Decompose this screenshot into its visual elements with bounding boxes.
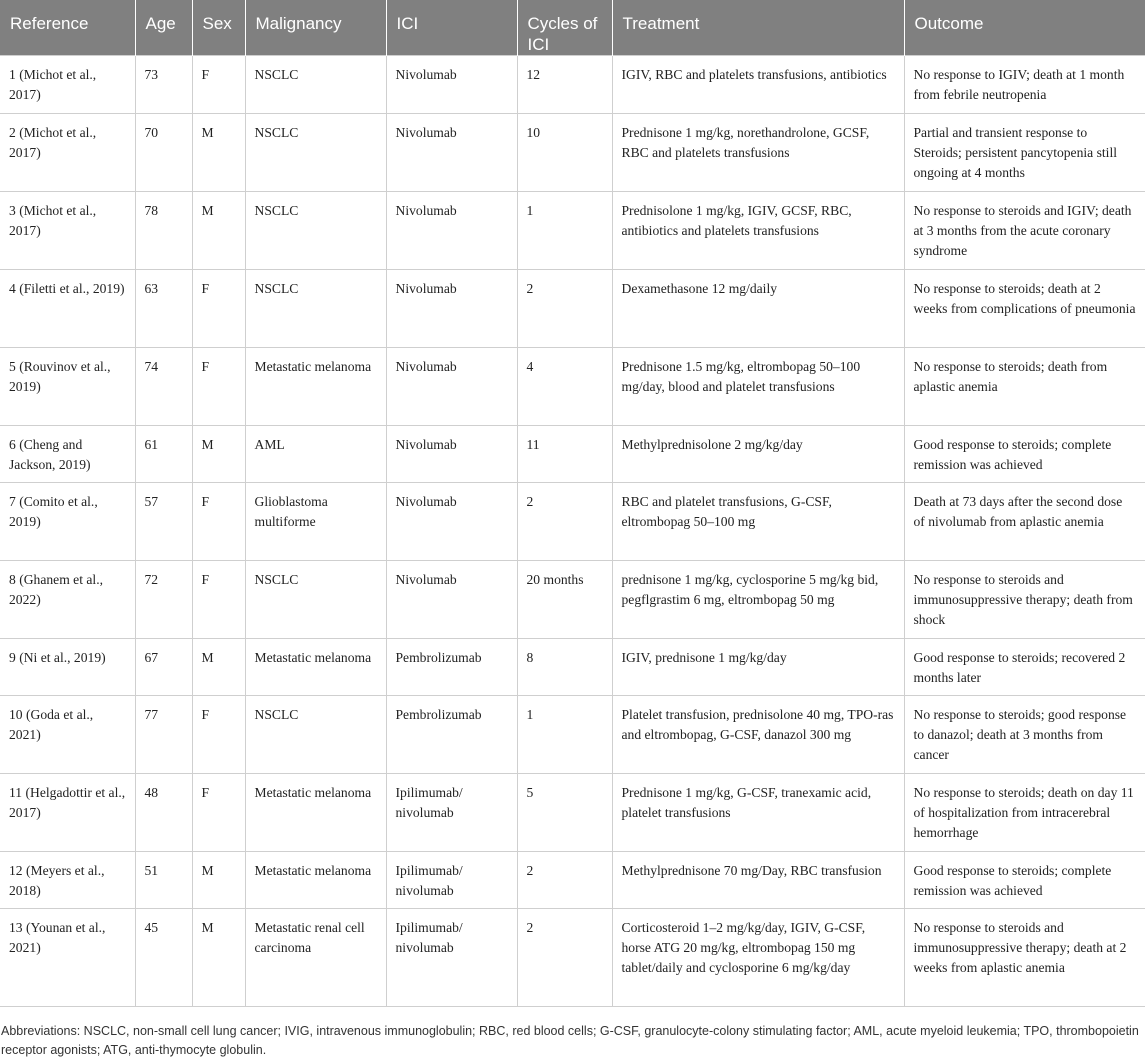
cell-outcome: Good response to steroids; complete remission was achieved xyxy=(904,426,1145,483)
cell-age: 72 xyxy=(135,561,192,639)
cell-treatment: Corticosteroid 1–2 mg/kg/day, IGIV, G-CSF, horse ATG 20 mg/kg, eltrombopag 150 mg tablet/daily and cyclosporine 6 mg/kg/day xyxy=(612,909,904,1007)
cell-treatment: IGIV, prednisone 1 mg/kg/day xyxy=(612,639,904,696)
cell-ici: Pembrolizumab xyxy=(386,639,517,696)
cell-reference: 9 (Ni et al., 2019) xyxy=(0,639,135,696)
header-outcome: Outcome xyxy=(904,0,1145,56)
cell-sex: M xyxy=(192,192,245,270)
cell-reference: 7 (Comito et al., 2019) xyxy=(0,483,135,561)
cell-outcome: No response to steroids and IGIV; death at 3 months from the acute coronary syndrome xyxy=(904,192,1145,270)
cell-malignancy: Glioblastoma multiforme xyxy=(245,483,386,561)
cell-malignancy: NSCLC xyxy=(245,56,386,114)
cell-outcome: No response to steroids; good response to danazol; death at 3 months from cancer xyxy=(904,696,1145,774)
header-age: Age xyxy=(135,0,192,56)
cell-outcome: Death at 73 days after the second dose of nivolumab from aplastic anemia xyxy=(904,483,1145,561)
cell-malignancy: Metastatic renal cell carcinoma xyxy=(245,909,386,1007)
cell-outcome: Good response to steroids; recovered 2 months later xyxy=(904,639,1145,696)
table-row xyxy=(0,696,1145,774)
cell-malignancy: NSCLC xyxy=(245,192,386,270)
cell-treatment: Prednisolone 1 mg/kg, IGIV, GCSF, RBC, antibiotics and platelets transfusions xyxy=(612,192,904,270)
cell-malignancy: Metastatic melanoma xyxy=(245,348,386,426)
cell-cycles: 4 xyxy=(517,348,612,426)
header-sex: Sex xyxy=(192,0,245,56)
cell-age: 67 xyxy=(135,639,192,696)
cell-sex: F xyxy=(192,696,245,774)
cell-cycles: 2 xyxy=(517,909,612,1007)
cell-sex: M xyxy=(192,909,245,1007)
cell-reference: 8 (Ghanem et al., 2022) xyxy=(0,561,135,639)
cell-ici: Nivolumab xyxy=(386,192,517,270)
cell-ici: Ipilimumab/ nivolumab xyxy=(386,774,517,852)
table-row xyxy=(0,483,1145,561)
cell-ici: Nivolumab xyxy=(386,348,517,426)
cell-ici: Nivolumab xyxy=(386,114,517,192)
cell-reference: 1 (Michot et al., 2017) xyxy=(0,56,135,114)
cell-malignancy: NSCLC xyxy=(245,270,386,348)
table-row xyxy=(0,561,1145,639)
cell-malignancy: Metastatic melanoma xyxy=(245,774,386,852)
cell-age: 70 xyxy=(135,114,192,192)
cell-age: 61 xyxy=(135,426,192,483)
table-row xyxy=(0,909,1145,1007)
table-row xyxy=(0,192,1145,270)
cell-treatment: Prednisone 1.5 mg/kg, eltrombopag 50–100 mg/day, blood and platelet transfusions xyxy=(612,348,904,426)
cell-ici: Nivolumab xyxy=(386,426,517,483)
cell-age: 45 xyxy=(135,909,192,1007)
cell-cycles: 8 xyxy=(517,639,612,696)
cell-sex: F xyxy=(192,483,245,561)
header-malignancy: Malignancy xyxy=(245,0,386,56)
cell-malignancy: NSCLC xyxy=(245,696,386,774)
cell-malignancy: Metastatic melanoma xyxy=(245,639,386,696)
cell-reference: 4 (Filetti et al., 2019) xyxy=(0,270,135,348)
cell-treatment: Platelet transfusion, prednisolone 40 mg, TPO-ras and eltrombopag, G-CSF, danazol 300 mg xyxy=(612,696,904,774)
cell-outcome: No response to steroids and immunosuppressive therapy; death from shock xyxy=(904,561,1145,639)
cell-age: 57 xyxy=(135,483,192,561)
cell-treatment: Prednisone 1 mg/kg, G-CSF, tranexamic acid, platelet transfusions xyxy=(612,774,904,852)
cell-age: 63 xyxy=(135,270,192,348)
cell-treatment: Methylprednisolone 2 mg/kg/day xyxy=(612,426,904,483)
header-row xyxy=(0,0,1145,56)
header-cycles: Cycles of ICI xyxy=(517,0,612,56)
cell-cycles: 2 xyxy=(517,270,612,348)
cell-treatment: RBC and platelet transfusions, G-CSF, eltrombopag 50–100 mg xyxy=(612,483,904,561)
cell-ici: Nivolumab xyxy=(386,561,517,639)
table-row xyxy=(0,270,1145,348)
cell-ici: Nivolumab xyxy=(386,56,517,114)
cell-ici: Nivolumab xyxy=(386,270,517,348)
cell-cycles: 5 xyxy=(517,774,612,852)
cell-malignancy: Metastatic melanoma xyxy=(245,852,386,909)
cell-outcome: Good response to steroids; complete remission was achieved xyxy=(904,852,1145,909)
cell-reference: 11 (Helgadottir et al., 2017) xyxy=(0,774,135,852)
cell-age: 73 xyxy=(135,56,192,114)
cell-cycles: 11 xyxy=(517,426,612,483)
cell-treatment: Prednisone 1 mg/kg, norethandrolone, GCSF, RBC and platelets transfusions xyxy=(612,114,904,192)
cell-outcome: No response to steroids; death on day 11 of hospitalization from intracerebral hemorrhage xyxy=(904,774,1145,852)
cell-ici: Ipilimumab/ nivolumab xyxy=(386,909,517,1007)
cell-treatment: prednisone 1 mg/kg, cyclosporine 5 mg/kg bid, pegflgrastim 6 mg, eltrombopag 50 mg xyxy=(612,561,904,639)
cell-reference: 5 (Rouvinov et al., 2019) xyxy=(0,348,135,426)
table-row xyxy=(0,56,1145,114)
cell-ici: Pembrolizumab xyxy=(386,696,517,774)
cell-sex: M xyxy=(192,852,245,909)
cell-cycles: 1 xyxy=(517,192,612,270)
cell-age: 51 xyxy=(135,852,192,909)
cell-sex: F xyxy=(192,348,245,426)
cell-treatment: IGIV, RBC and platelets transfusions, antibiotics xyxy=(612,56,904,114)
cell-sex: M xyxy=(192,426,245,483)
cell-cycles: 10 xyxy=(517,114,612,192)
table-row xyxy=(0,852,1145,909)
cell-outcome: No response to steroids; death at 2 weeks from complications of pneumonia xyxy=(904,270,1145,348)
cell-ici: Nivolumab xyxy=(386,483,517,561)
table-row xyxy=(0,774,1145,852)
cell-malignancy: NSCLC xyxy=(245,561,386,639)
cell-outcome: No response to steroids and immunosuppressive therapy; death at 2 weeks from aplastic anemia xyxy=(904,909,1145,1007)
cell-sex: F xyxy=(192,774,245,852)
cell-age: 48 xyxy=(135,774,192,852)
cell-cycles: 2 xyxy=(517,483,612,561)
cell-outcome: No response to IGIV; death at 1 month from febrile neutropenia xyxy=(904,56,1145,114)
cell-treatment: Methylprednisone 70 mg/Day, RBC transfusion xyxy=(612,852,904,909)
cell-outcome: No response to steroids; death from aplastic anemia xyxy=(904,348,1145,426)
table-row xyxy=(0,639,1145,696)
cell-reference: 2 (Michot et al., 2017) xyxy=(0,114,135,192)
cell-malignancy: AML xyxy=(245,426,386,483)
cell-sex: F xyxy=(192,561,245,639)
cell-outcome: Partial and transient response to Steroids; persistent pancytopenia still ongoing at 4 months xyxy=(904,114,1145,192)
cell-treatment: Dexamethasone 12 mg/daily xyxy=(612,270,904,348)
cell-malignancy: NSCLC xyxy=(245,114,386,192)
cell-age: 74 xyxy=(135,348,192,426)
table-row xyxy=(0,114,1145,192)
cell-cycles: 12 xyxy=(517,56,612,114)
table-row xyxy=(0,348,1145,426)
table-row xyxy=(0,426,1145,483)
cell-age: 77 xyxy=(135,696,192,774)
table-footnote: Abbreviations: NSCLC, non-small cell lung cancer; IVIG, intravenous immunoglobulin; RBC, red blood cells; G-CSF, granulocyte-colony stimulating factor; AML, acute myeloid leukemia; TPO, thrombopoietin receptor agonists; ATG, anti-thymocyte globulin. xyxy=(1,1024,1139,1057)
header-ici: ICI xyxy=(386,0,517,56)
cell-sex: M xyxy=(192,114,245,192)
cell-cycles: 2 xyxy=(517,852,612,909)
cell-cycles: 1 xyxy=(517,696,612,774)
cell-cycles: 20 months xyxy=(517,561,612,639)
cell-reference: 10 (Goda et al., 2021) xyxy=(0,696,135,774)
header-reference: Reference xyxy=(0,0,135,56)
cell-age: 78 xyxy=(135,192,192,270)
cell-reference: 3 (Michot et al., 2017) xyxy=(0,192,135,270)
cell-reference: 12 (Meyers et al., 2018) xyxy=(0,852,135,909)
cell-reference: 13 (Younan et al., 2021) xyxy=(0,909,135,1007)
cell-sex: F xyxy=(192,270,245,348)
cell-sex: M xyxy=(192,639,245,696)
header-treatment: Treatment xyxy=(612,0,904,56)
cell-sex: F xyxy=(192,56,245,114)
cell-ici: Ipilimumab/ nivolumab xyxy=(386,852,517,909)
cell-reference: 6 (Cheng and Jackson, 2019) xyxy=(0,426,135,483)
